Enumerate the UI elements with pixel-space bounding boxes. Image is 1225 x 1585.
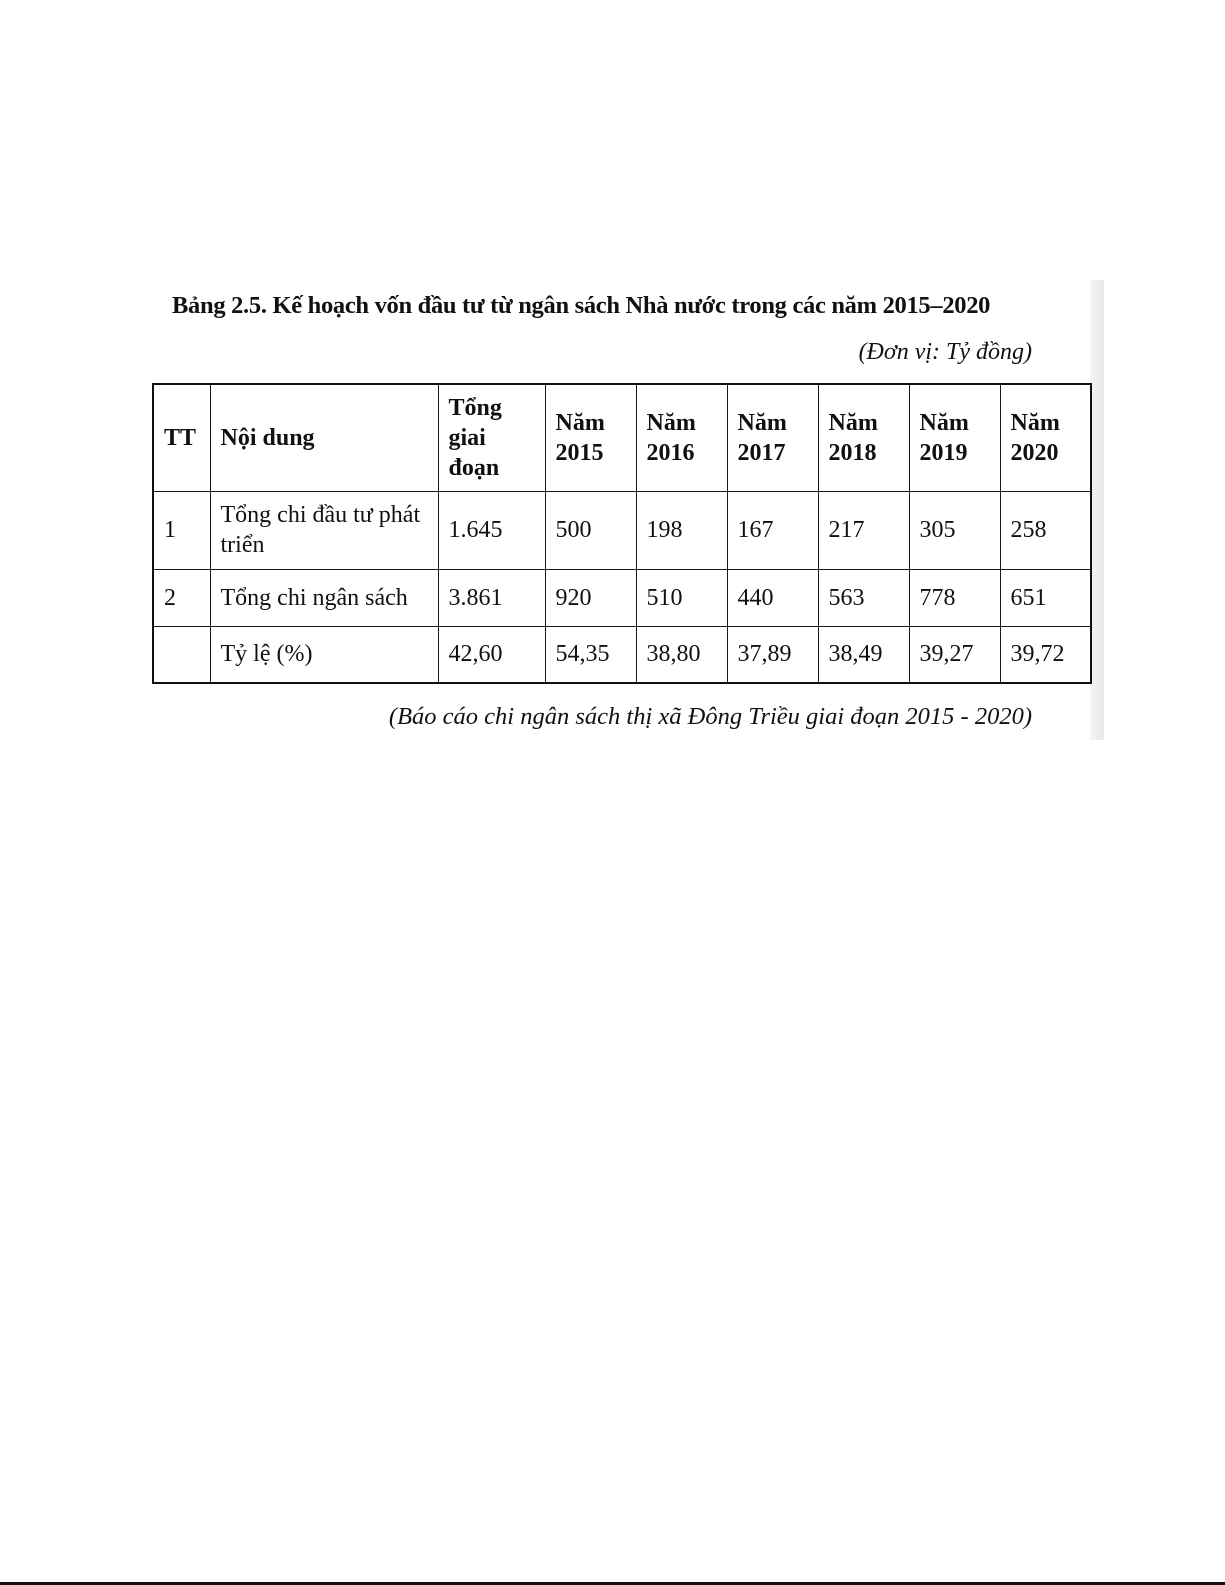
table-cell: 778 xyxy=(909,569,1000,626)
unit-note: (Đơn vị: Tỷ đồng) xyxy=(858,339,1032,365)
header-cell-2016: Năm 2016 xyxy=(636,384,727,491)
table-cell: 42,60 xyxy=(438,626,545,683)
table-cell: Tổng chi đầu tư phát triển xyxy=(210,491,438,569)
header-cell-2020: Năm 2020 xyxy=(1000,384,1091,491)
table-cell: 651 xyxy=(1000,569,1091,626)
table-cell: 1.645 xyxy=(438,491,545,569)
table-row xyxy=(153,626,1091,683)
budget-table xyxy=(152,383,1092,684)
source-note: (Báo cáo chi ngân sách thị xã Đông Triều giai đoạn 2015 - 2020) xyxy=(388,703,1032,730)
table-title: Bảng 2.5. Kế hoạch vốn đầu tư từ ngân sách Nhà nước trong các năm 2015–2020 xyxy=(172,292,991,319)
table-cell: 258 xyxy=(1000,491,1091,569)
table-cell: 38,80 xyxy=(636,626,727,683)
table-cell: 167 xyxy=(727,491,818,569)
table-cell: Tổng chi ngân sách xyxy=(210,569,438,626)
table-row xyxy=(153,491,1091,569)
header-cell-content: Nội dung xyxy=(210,384,438,491)
table-row xyxy=(153,569,1091,626)
table-cell: 510 xyxy=(636,569,727,626)
table-cell: Tỷ lệ (%) xyxy=(210,626,438,683)
table-cell: 39,27 xyxy=(909,626,1000,683)
scan-edge-shadow xyxy=(1090,280,1104,740)
table-cell: 38,49 xyxy=(818,626,909,683)
header-cell-total: Tổng giai đoạn xyxy=(438,384,545,491)
table-cell: 2 xyxy=(153,569,210,626)
table-cell: 54,35 xyxy=(545,626,636,683)
table-cell xyxy=(153,626,210,683)
table-cell: 500 xyxy=(545,491,636,569)
table-cell: 920 xyxy=(545,569,636,626)
table-cell: 217 xyxy=(818,491,909,569)
table-cell: 1 xyxy=(153,491,210,569)
table-cell: 3.861 xyxy=(438,569,545,626)
header-cell-2018: Năm 2018 xyxy=(818,384,909,491)
table-cell: 198 xyxy=(636,491,727,569)
table-cell: 440 xyxy=(727,569,818,626)
header-cell-2017: Năm 2017 xyxy=(727,384,818,491)
table-cell: 37,89 xyxy=(727,626,818,683)
header-cell-tt: TT xyxy=(153,384,210,491)
table-cell: 305 xyxy=(909,491,1000,569)
table-header-row xyxy=(153,384,1091,491)
table-cell: 39,72 xyxy=(1000,626,1091,683)
header-cell-2019: Năm 2019 xyxy=(909,384,1000,491)
header-cell-2015: Năm 2015 xyxy=(545,384,636,491)
table-cell: 563 xyxy=(818,569,909,626)
